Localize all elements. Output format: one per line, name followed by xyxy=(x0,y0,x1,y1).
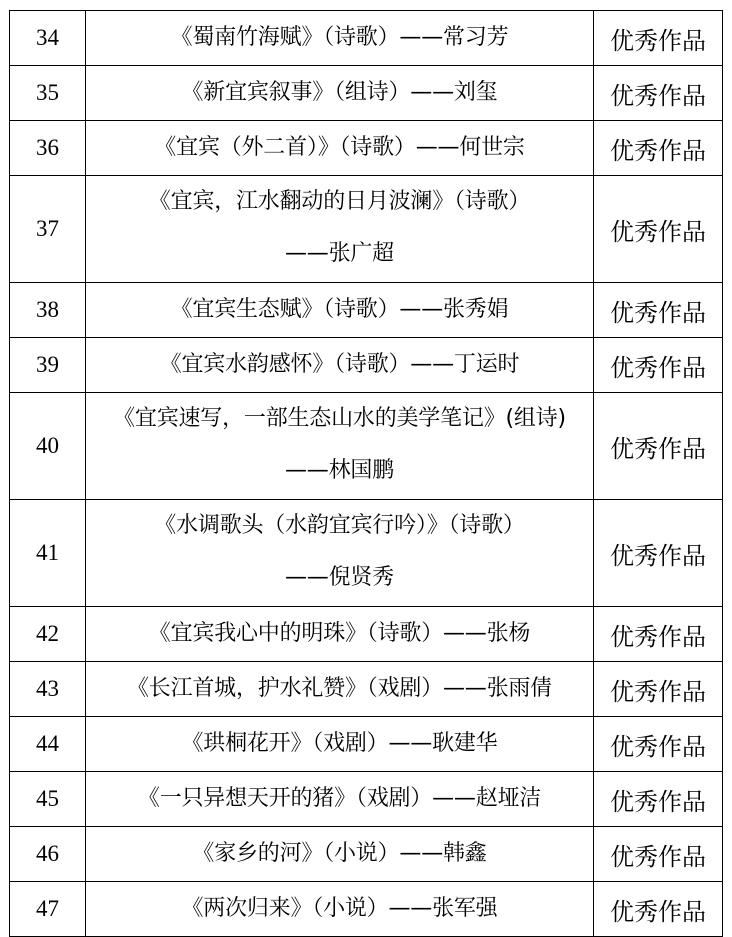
table-row xyxy=(10,827,723,882)
awards-table xyxy=(9,10,723,937)
awards-table-body xyxy=(10,11,723,937)
work-title-line: 《两次归来》（小说）——张军强 xyxy=(181,896,498,921)
work-title-cell xyxy=(86,11,594,66)
table-row xyxy=(10,772,723,827)
award-level: 优秀作品 xyxy=(594,607,723,662)
work-title-cell xyxy=(86,882,594,937)
row-number: 38 xyxy=(10,283,86,338)
table-row xyxy=(10,121,723,176)
table-row xyxy=(10,717,723,772)
work-title-cell xyxy=(86,772,594,827)
award-level: 优秀作品 xyxy=(594,121,723,176)
row-number: 40 xyxy=(10,393,86,500)
row-number: 45 xyxy=(10,772,86,827)
award-level: 优秀作品 xyxy=(594,176,723,283)
work-title-line: 《宜宾水韵感怀》（诗歌）——丁运时 xyxy=(159,352,520,377)
work-title-line: 《家乡的河》（小说）——韩鑫 xyxy=(192,841,487,866)
work-title-cell xyxy=(86,717,594,772)
table-row xyxy=(10,283,723,338)
award-level: 优秀作品 xyxy=(594,500,723,607)
work-title-cell xyxy=(86,827,594,882)
row-number: 42 xyxy=(10,607,86,662)
award-level: 优秀作品 xyxy=(594,283,723,338)
award-level: 优秀作品 xyxy=(594,772,723,827)
row-number: 35 xyxy=(10,66,86,121)
work-title-cell xyxy=(86,121,594,176)
work-title-cell xyxy=(86,500,594,607)
work-title-line: ——林国鹏 xyxy=(284,458,394,483)
award-level: 优秀作品 xyxy=(594,338,723,393)
work-title-line: 《珙桐花开》（戏剧）——耿建华 xyxy=(181,731,498,756)
work-title-cell xyxy=(86,338,594,393)
row-number: 34 xyxy=(10,11,86,66)
award-level: 优秀作品 xyxy=(594,882,723,937)
award-level: 优秀作品 xyxy=(594,66,723,121)
work-title-cell xyxy=(86,607,594,662)
row-number: 37 xyxy=(10,176,86,283)
work-title-cell xyxy=(86,662,594,717)
work-title-cell xyxy=(86,66,594,121)
row-number: 46 xyxy=(10,827,86,882)
award-level: 优秀作品 xyxy=(594,717,723,772)
table-row xyxy=(10,176,723,283)
work-title-line: ——倪贤秀 xyxy=(284,565,394,590)
row-number: 44 xyxy=(10,717,86,772)
table-row xyxy=(10,607,723,662)
table-row xyxy=(10,66,723,121)
table-row xyxy=(10,338,723,393)
award-level: 优秀作品 xyxy=(594,827,723,882)
row-number: 36 xyxy=(10,121,86,176)
table-row xyxy=(10,11,723,66)
work-title-line: ——张广超 xyxy=(284,241,394,266)
work-title-line: 《一只异想天开的猪》（戏剧）——赵垭洁 xyxy=(137,786,542,811)
work-title-line: 《蜀南竹海赋》（诗歌）——常习芳 xyxy=(170,25,509,50)
row-number: 39 xyxy=(10,338,86,393)
table-row xyxy=(10,882,723,937)
row-number: 41 xyxy=(10,500,86,607)
work-title-line: 《宜宾我心中的明珠》（诗歌）——张杨 xyxy=(148,621,531,646)
work-title-line: 《长江首城，护水礼赞》（戏剧）——张雨倩 xyxy=(126,676,552,701)
award-level: 优秀作品 xyxy=(594,11,723,66)
work-title-line: 《宜宾速写，一部生态山水的美学笔记》(组诗) xyxy=(113,406,566,431)
award-level: 优秀作品 xyxy=(594,393,723,500)
work-title-line: 《宜宾（外二首）》（诗歌）——何世宗 xyxy=(154,135,525,160)
work-title-cell xyxy=(86,283,594,338)
work-title-line: 《新宜宾叙事》（组诗）——刘玺 xyxy=(181,80,498,105)
table-row xyxy=(10,500,723,607)
work-title-line: 《宜宾生态赋》（诗歌）——张秀娟 xyxy=(170,297,509,322)
work-title-line: 《水调歌头（水韵宜宾行吟）》（诗歌） xyxy=(154,513,525,538)
work-title-cell xyxy=(86,393,594,500)
table-row xyxy=(10,393,723,500)
row-number: 43 xyxy=(10,662,86,717)
table-row xyxy=(10,662,723,717)
work-title-line: 《宜宾，江水翻动的日月波澜》（诗歌） xyxy=(148,189,531,214)
row-number: 47 xyxy=(10,882,86,937)
award-level: 优秀作品 xyxy=(594,662,723,717)
work-title-cell xyxy=(86,176,594,283)
